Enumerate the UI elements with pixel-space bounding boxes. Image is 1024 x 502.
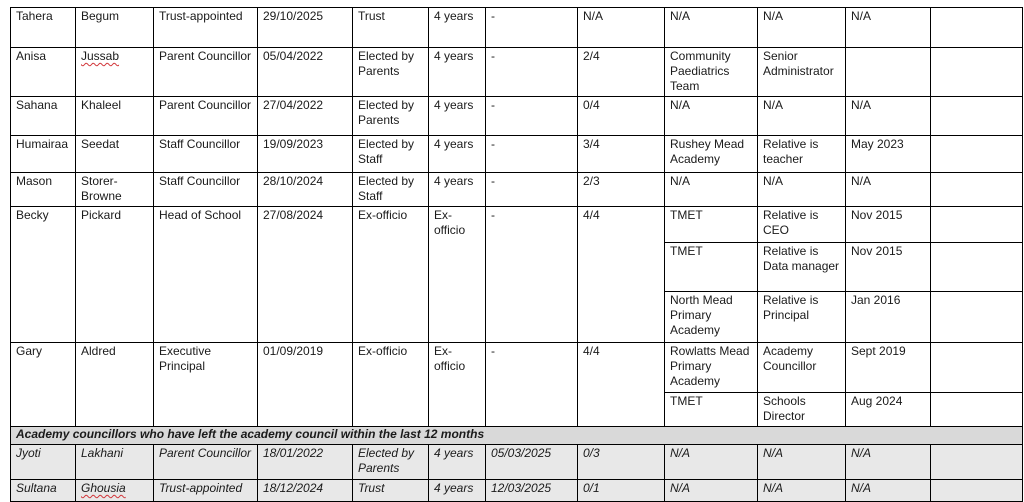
- cell-term-of-office: [429, 136, 486, 173]
- cell-date-stepped-down: [486, 207, 578, 343]
- cell-blank: [931, 445, 1023, 480]
- cell-date-stepped-down: [486, 48, 578, 97]
- cell-last-name-text: Jussab: [81, 49, 120, 63]
- cell-interest-position-text: Schools Director: [763, 394, 806, 423]
- cell-interest-position: [758, 136, 846, 173]
- cell-interest-organisation: [665, 480, 758, 502]
- cell-interest-date-text: N/A: [851, 174, 872, 188]
- cell-appointed-by: [353, 445, 429, 480]
- cell-interest-position: [758, 173, 846, 207]
- cell-interest-date: [846, 48, 931, 97]
- cell-term-of-office: [429, 343, 486, 427]
- cell-interest-position: [758, 480, 846, 502]
- cell-appointed-by: [353, 480, 429, 502]
- cell-first-name: [11, 8, 76, 48]
- cell-term-of-office-text: Ex-officio: [434, 344, 466, 373]
- cell-last-name: [76, 48, 154, 97]
- cell-interest-organisation: [665, 207, 758, 243]
- table-row: [11, 136, 1023, 173]
- cell-interest-position-text: Relative is Principal: [763, 293, 819, 322]
- cell-date-appointed: [258, 445, 353, 480]
- table-row: [11, 8, 1023, 48]
- cell-interest-date-text: N/A: [851, 481, 872, 495]
- cell-date-stepped-down: [486, 136, 578, 173]
- cell-blank: [931, 8, 1023, 48]
- cell-blank: [931, 97, 1023, 136]
- table-row: [11, 343, 1023, 393]
- cell-date-stepped-down: [486, 97, 578, 136]
- cell-interest-organisation: [665, 343, 758, 393]
- cell-interest-date: [846, 480, 931, 502]
- cell-attendance: [578, 445, 665, 480]
- cell-interest-organisation-text: N/A: [670, 481, 691, 495]
- cell-interest-organisation: [665, 292, 758, 343]
- cell-role-text: Parent Councillor: [159, 446, 252, 460]
- cell-appointed-by: [353, 48, 429, 97]
- cell-term-of-office: [429, 445, 486, 480]
- cell-date-appointed-text: 18/12/2024: [263, 481, 324, 495]
- cell-role: [154, 97, 258, 136]
- cell-attendance-text: 0/4: [583, 98, 600, 112]
- cell-first-name-text: Jyoti: [16, 446, 41, 460]
- cell-appointed-by-text: Ex-officio: [358, 344, 408, 358]
- cell-appointed-by-text: Elected by Staff: [358, 137, 415, 166]
- cell-term-of-office: [429, 97, 486, 136]
- cell-date-appointed-text: 27/08/2024: [263, 208, 324, 222]
- cell-interest-date-text: N/A: [851, 446, 872, 460]
- cell-appointed-by: [353, 173, 429, 207]
- cell-term-of-office-text: 4 years: [434, 174, 474, 188]
- cell-interest-organisation-text: N/A: [670, 174, 691, 188]
- cell-attendance: [578, 136, 665, 173]
- cell-interest-date: [846, 343, 931, 393]
- cell-date-appointed: [258, 207, 353, 343]
- cell-appointed-by: [353, 207, 429, 343]
- cell-date-stepped-down-text: -: [491, 174, 495, 188]
- cell-role-text: Parent Councillor: [159, 98, 252, 112]
- cell-first-name: [11, 173, 76, 207]
- cell-date-stepped-down-text: -: [491, 137, 495, 151]
- cell-first-name-text: Sultana: [16, 481, 57, 495]
- cell-interest-position-text: Relative is teacher: [763, 137, 819, 166]
- cell-attendance-text: 2/3: [583, 174, 600, 188]
- cell-term-of-office-text: Ex-officio: [434, 208, 466, 237]
- cell-term-of-office: [429, 48, 486, 97]
- cell-date-appointed: [258, 97, 353, 136]
- cell-date-appointed-text: 27/04/2022: [263, 98, 324, 112]
- cell-blank: [931, 136, 1023, 173]
- cell-role: [154, 207, 258, 343]
- cell-interest-position-text: N/A: [763, 174, 784, 188]
- cell-last-name-text: Aldred: [81, 344, 116, 358]
- cell-first-name-text: Mason: [16, 174, 53, 188]
- cell-date-stepped-down-text: 05/03/2025: [491, 446, 552, 460]
- cell-interest-date: [846, 207, 931, 243]
- cell-date-appointed: [258, 343, 353, 427]
- cell-interest-position: [758, 8, 846, 48]
- cell-term-of-office-text: 4 years: [434, 98, 474, 112]
- cell-date-appointed: [258, 136, 353, 173]
- cell-interest-organisation-text: N/A: [670, 98, 691, 112]
- cell-attendance: [578, 480, 665, 502]
- table-body: [11, 8, 1023, 502]
- cell-interest-position: [758, 207, 846, 243]
- cell-date-stepped-down-text: -: [491, 344, 495, 358]
- cell-appointed-by: [353, 8, 429, 48]
- cell-date-appointed-text: 19/09/2023: [263, 137, 324, 151]
- table-row: [11, 207, 1023, 243]
- section-header-label-text: Academy councillors who have left the academy council within the last 12 months: [16, 427, 485, 441]
- cell-role-text: Staff Councillor: [159, 174, 241, 188]
- cell-last-name-text: Lakhani: [81, 446, 124, 460]
- cell-first-name: [11, 445, 76, 480]
- cell-term-of-office: [429, 480, 486, 502]
- cell-attendance: [578, 48, 665, 97]
- cell-attendance-text: 3/4: [583, 137, 600, 151]
- cell-first-name: [11, 480, 76, 502]
- cell-appointed-by-text: Elected by Staff: [358, 174, 415, 203]
- cell-date-appointed: [258, 48, 353, 97]
- cell-date-stepped-down-text: -: [491, 9, 495, 23]
- cell-interest-date: [846, 136, 931, 173]
- cell-term-of-office: [429, 173, 486, 207]
- cell-first-name: [11, 48, 76, 97]
- cell-blank: [931, 292, 1023, 343]
- cell-date-appointed-text: 01/09/2019: [263, 344, 324, 358]
- cell-role-text: Staff Councillor: [159, 137, 241, 151]
- cell-interest-position-text: Relative is CEO: [763, 208, 819, 237]
- cell-role: [154, 343, 258, 427]
- document-page: [10, 7, 1023, 502]
- cell-role: [154, 173, 258, 207]
- table-row: [11, 48, 1023, 97]
- cell-last-name-text: Seedat: [81, 137, 120, 151]
- cell-date-appointed-text: 28/10/2024: [263, 174, 324, 188]
- cell-last-name-text: Ghousia: [81, 481, 126, 495]
- cell-interest-position-text: Academy Councillor: [763, 344, 817, 373]
- cell-interest-date: [846, 173, 931, 207]
- cell-role-text: Trust-appointed: [159, 481, 243, 495]
- cell-interest-organisation-text: TMET: [670, 394, 703, 408]
- cell-first-name-text: Humairaa: [16, 137, 69, 151]
- cell-interest-organisation-text: TMET: [670, 208, 703, 222]
- cell-attendance: [578, 343, 665, 427]
- cell-blank: [931, 343, 1023, 393]
- cell-interest-date-text: N/A: [851, 9, 872, 23]
- cell-interest-organisation-text: Rushey Mead Academy: [670, 137, 745, 166]
- cell-first-name-text: Anisa: [16, 49, 47, 63]
- cell-appointed-by-text: Trust: [358, 481, 385, 495]
- cell-date-appointed: [258, 173, 353, 207]
- councillors-table: [10, 7, 1023, 502]
- cell-date-stepped-down-text: 12/03/2025: [491, 481, 552, 495]
- cell-date-stepped-down: [486, 8, 578, 48]
- cell-role: [154, 445, 258, 480]
- cell-interest-organisation-text: TMET: [670, 244, 703, 258]
- cell-attendance: [578, 207, 665, 343]
- cell-term-of-office-text: 4 years: [434, 49, 474, 63]
- cell-date-stepped-down-text: -: [491, 98, 495, 112]
- cell-attendance-text: 4/4: [583, 344, 600, 358]
- cell-interest-position: [758, 393, 846, 427]
- cell-date-stepped-down: [486, 445, 578, 480]
- cell-interest-date-text: Nov 2015: [851, 244, 903, 258]
- cell-term-of-office-text: 4 years: [434, 137, 474, 151]
- cell-last-name-text: Storer-Browne: [81, 174, 122, 203]
- cell-attendance-text: 0/1: [583, 481, 600, 495]
- cell-appointed-by: [353, 343, 429, 427]
- section-header-label: [11, 427, 1023, 445]
- cell-interest-organisation: [665, 48, 758, 97]
- cell-attendance: [578, 97, 665, 136]
- cell-date-appointed-text: 05/04/2022: [263, 49, 324, 63]
- table-row: [11, 445, 1023, 480]
- cell-interest-date: [846, 445, 931, 480]
- cell-last-name: [76, 173, 154, 207]
- cell-last-name-text: Begum: [81, 9, 120, 23]
- cell-last-name-text: Khaleel: [81, 98, 122, 112]
- cell-first-name-text: Tahera: [16, 9, 53, 23]
- cell-attendance-text: N/A: [583, 9, 604, 23]
- cell-interest-organisation: [665, 393, 758, 427]
- cell-interest-position-text: N/A: [763, 98, 784, 112]
- cell-last-name: [76, 136, 154, 173]
- cell-appointed-by-text: Elected by Parents: [358, 49, 415, 78]
- cell-interest-position: [758, 97, 846, 136]
- cell-role: [154, 48, 258, 97]
- cell-interest-position: [758, 48, 846, 97]
- cell-first-name-text: Sahana: [16, 98, 58, 112]
- cell-date-stepped-down-text: -: [491, 49, 495, 63]
- cell-attendance-text: 2/4: [583, 49, 600, 63]
- cell-interest-organisation: [665, 136, 758, 173]
- cell-blank: [931, 173, 1023, 207]
- cell-interest-date-text: N/A: [851, 98, 872, 112]
- cell-last-name: [76, 343, 154, 427]
- cell-interest-organisation-text: Community Paediatrics Team: [670, 49, 731, 93]
- cell-interest-position: [758, 243, 846, 292]
- cell-last-name: [76, 8, 154, 48]
- cell-appointed-by-text: Ex-officio: [358, 208, 408, 222]
- cell-term-of-office: [429, 8, 486, 48]
- cell-interest-position: [758, 445, 846, 480]
- cell-first-name: [11, 343, 76, 427]
- cell-date-appointed: [258, 8, 353, 48]
- cell-interest-date: [846, 97, 931, 136]
- cell-blank: [931, 207, 1023, 243]
- cell-attendance-text: 0/3: [583, 446, 600, 460]
- cell-attendance-text: 4/4: [583, 208, 600, 222]
- cell-interest-date-text: Aug 2024: [851, 394, 903, 408]
- cell-date-stepped-down: [486, 343, 578, 427]
- cell-first-name-text: Becky: [16, 208, 49, 222]
- cell-interest-date: [846, 393, 931, 427]
- cell-interest-position-text: N/A: [763, 446, 784, 460]
- table-row: [11, 97, 1023, 136]
- cell-interest-position: [758, 343, 846, 393]
- cell-interest-date-text: Nov 2015: [851, 208, 903, 222]
- cell-date-stepped-down: [486, 480, 578, 502]
- cell-interest-organisation: [665, 173, 758, 207]
- cell-interest-date-text: Jan 2016: [851, 293, 901, 307]
- cell-interest-position: [758, 292, 846, 343]
- cell-interest-date: [846, 8, 931, 48]
- cell-interest-organisation: [665, 8, 758, 48]
- cell-appointed-by: [353, 97, 429, 136]
- cell-date-appointed: [258, 480, 353, 502]
- cell-last-name: [76, 480, 154, 502]
- cell-interest-organisation: [665, 445, 758, 480]
- cell-appointed-by-text: Elected by Parents: [358, 98, 415, 127]
- cell-attendance: [578, 173, 665, 207]
- cell-interest-organisation-text: N/A: [670, 446, 691, 460]
- cell-blank: [931, 48, 1023, 97]
- cell-blank: [931, 243, 1023, 292]
- cell-interest-organisation-text: N/A: [670, 9, 691, 23]
- cell-appointed-by-text: Trust: [358, 9, 385, 23]
- cell-interest-organisation: [665, 243, 758, 292]
- cell-interest-organisation-text: Rowlatts Mead Primary Academy: [670, 344, 750, 388]
- cell-date-appointed-text: 29/10/2025: [263, 9, 324, 23]
- cell-interest-organisation: [665, 97, 758, 136]
- cell-attendance: [578, 8, 665, 48]
- cell-interest-date: [846, 243, 931, 292]
- cell-appointed-by-text: Elected by Parents: [358, 446, 415, 475]
- cell-role: [154, 480, 258, 502]
- cell-first-name-text: Gary: [16, 344, 43, 358]
- cell-term-of-office: [429, 207, 486, 343]
- cell-blank: [931, 480, 1023, 502]
- cell-term-of-office-text: 4 years: [434, 9, 474, 23]
- cell-first-name: [11, 207, 76, 343]
- cell-last-name: [76, 445, 154, 480]
- cell-last-name: [76, 207, 154, 343]
- cell-last-name: [76, 97, 154, 136]
- cell-interest-date-text: Sept 2019: [851, 344, 906, 358]
- cell-interest-position-text: N/A: [763, 9, 784, 23]
- cell-first-name: [11, 97, 76, 136]
- cell-role: [154, 8, 258, 48]
- cell-interest-date-text: May 2023: [851, 137, 904, 151]
- cell-interest-position-text: N/A: [763, 481, 784, 495]
- cell-interest-date: [846, 292, 931, 343]
- table-row: [11, 480, 1023, 502]
- cell-role-text: Head of School: [159, 208, 242, 222]
- table-row: [11, 173, 1023, 207]
- cell-term-of-office-text: 4 years: [434, 481, 474, 495]
- cell-last-name-text: Pickard: [81, 208, 122, 222]
- cell-role-text: Trust-appointed: [159, 9, 243, 23]
- cell-role-text: Parent Councillor: [159, 49, 252, 63]
- cell-role: [154, 136, 258, 173]
- cell-first-name: [11, 136, 76, 173]
- cell-interest-position-text: Relative is Data manager: [763, 244, 840, 273]
- cell-date-stepped-down-text: -: [491, 208, 495, 222]
- cell-role-text: Executive Principal: [159, 344, 212, 373]
- cell-appointed-by: [353, 136, 429, 173]
- cell-date-stepped-down: [486, 173, 578, 207]
- cell-blank: [931, 393, 1023, 427]
- cell-interest-position-text: Senior Administrator: [763, 49, 834, 78]
- section-header-row: [11, 427, 1023, 445]
- cell-interest-organisation-text: North Mead Primary Academy: [670, 293, 733, 337]
- cell-term-of-office-text: 4 years: [434, 446, 474, 460]
- cell-date-appointed-text: 18/01/2022: [263, 446, 324, 460]
